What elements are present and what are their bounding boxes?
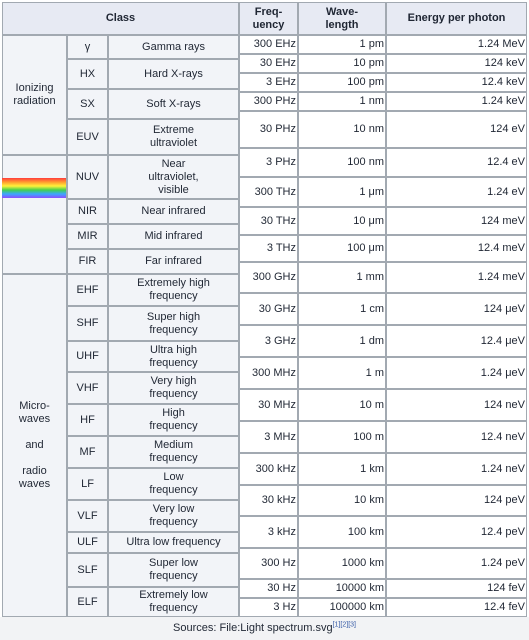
wavelength-value: 100 μm (347, 242, 384, 254)
energy-value: 12.4 μeV (480, 334, 525, 347)
class-name: Ultra high frequency (149, 343, 198, 369)
frequency-value: 30 PHz (259, 123, 296, 135)
class-name: Super high frequency (146, 310, 201, 336)
class-abbr: VHF (76, 381, 99, 394)
class-abbr: NIR (78, 205, 97, 217)
class-abbr: NUV (75, 170, 100, 183)
frequency-value: 3 THz (266, 242, 296, 254)
energy-value: 124 peV (484, 494, 525, 506)
energy-value: 1.24 μeV (480, 366, 525, 379)
wavelength-value: 1 km (360, 462, 384, 475)
class-abbr: UHF (76, 350, 99, 362)
group-cell (2, 155, 67, 274)
sources-file-link[interactable]: File:Light spectrum.svg (219, 622, 333, 634)
frequency-value: 3 kHz (267, 525, 296, 538)
class-name: Low frequency (149, 471, 198, 496)
class-name: Near infrared (141, 205, 206, 217)
class-name: Super low frequency (149, 557, 198, 582)
class-name: Very high frequency (149, 375, 198, 400)
header-class: Class (105, 12, 136, 24)
class-name: Far infrared (145, 255, 202, 267)
energy-value: 1.24 peV (480, 557, 525, 569)
frequency-value: 3 Hz (273, 601, 296, 613)
group-label: Ionizing radiation (13, 82, 56, 107)
energy-value: 124 eV (490, 123, 525, 135)
wavelength-value: 1 μm (359, 185, 384, 198)
energy-value: 1.24 MeV (477, 38, 525, 50)
class-abbr: ELF (77, 595, 98, 608)
wavelength-value: 100000 km (329, 601, 384, 613)
energy-value: 12.4 neV (480, 430, 525, 443)
energy-value: 124 keV (484, 57, 525, 69)
class-name: Soft X-rays (146, 97, 201, 110)
energy-value: 124 meV (480, 214, 525, 227)
class-abbr: EHF (76, 283, 99, 296)
visible-spectrum-swatch (2, 178, 66, 198)
class-abbr: SLF (77, 563, 98, 576)
energy-value: 12.4 meV (477, 242, 525, 254)
frequency-value: 300 GHz (252, 271, 296, 283)
energy-value: 1.24 neV (480, 462, 525, 475)
energy-value: 1.24 eV (487, 185, 525, 198)
frequency-value: 30 kHz (261, 494, 296, 506)
frequency-value: 30 GHz (258, 302, 296, 315)
wavelength-value: 100 pm (347, 76, 384, 88)
class-abbr: MIR (77, 230, 98, 242)
frequency-value: 300 PHz (253, 95, 296, 107)
class-name: High frequency (149, 407, 198, 432)
header-wavelength: Wave- length (325, 5, 359, 31)
frequency-value: 30 THz (260, 214, 296, 227)
wavelength-value: 10000 km (335, 582, 384, 594)
wavelength-value: 10 km (354, 494, 384, 506)
wavelength-value: 1 pm (359, 38, 384, 50)
frequency-value: 300 EHz (253, 38, 296, 50)
energy-value: 124 feV (487, 582, 525, 594)
class-name: Extremely low frequency (139, 589, 208, 614)
class-abbr: SHF (76, 317, 99, 329)
header-frequency: Freq- uency (252, 5, 285, 31)
sources-line (0, 617, 529, 640)
wavelength-value: 1 dm (359, 334, 384, 347)
energy-value: 1.24 keV (481, 95, 525, 107)
frequency-value: 3 EHz (266, 76, 296, 88)
energy-value: 12.4 feV (484, 601, 525, 613)
class-name: Extreme ultraviolet (149, 124, 198, 149)
energy-value: 12.4 keV (481, 76, 525, 88)
energy-value: 1.24 meV (477, 271, 525, 283)
sources-label: Sources: (173, 622, 220, 634)
wavelength-value: 100 km (347, 525, 384, 538)
wavelength-value: 10 pm (353, 57, 384, 69)
energy-value: 124 neV (484, 398, 525, 411)
energy-value: 124 μeV (483, 302, 525, 315)
wavelength-value: 1 cm (360, 302, 384, 315)
class-abbr: HX (79, 67, 96, 80)
reference-link-1[interactable]: [1] (332, 621, 341, 629)
frequency-value: 300 MHz (251, 366, 296, 379)
class-name: Ultra low frequency (126, 536, 221, 548)
class-name: Gamma rays (142, 40, 205, 53)
frequency-value: 300 Hz (261, 557, 296, 569)
header-energy: Energy per photon (407, 12, 506, 24)
frequency-value: 30 MHz (258, 398, 296, 411)
class-name: Hard X-rays (144, 67, 203, 80)
class-abbr: VLF (77, 509, 98, 522)
wavelength-value: 1 mm (356, 271, 384, 283)
wavelength-value: 10 nm (353, 123, 384, 135)
class-name: Medium frequency (149, 439, 198, 464)
frequency-value: 3 MHz (264, 430, 296, 443)
wavelength-value: 1000 km (341, 557, 384, 569)
wavelength-value: 10 μm (353, 214, 384, 227)
class-name: Very low frequency (149, 503, 198, 528)
frequency-value: 300 kHz (255, 462, 296, 475)
reference-link-2[interactable]: [2] (340, 621, 349, 629)
frequency-value: 3 PHz (266, 156, 296, 168)
frequency-value: 300 THz (254, 185, 296, 198)
frequency-value: 30 EHz (259, 57, 296, 69)
wavelength-value: 1 m (365, 366, 384, 379)
frequency-value: 30 Hz (267, 582, 296, 594)
wavelength-value: 1 nm (359, 95, 384, 107)
class-name: Near ultraviolet, visible (148, 157, 199, 196)
class-abbr: LF (81, 477, 94, 490)
reference-link-3[interactable]: [3] (348, 621, 356, 629)
class-abbr: EUV (76, 130, 99, 143)
class-abbr: MF (79, 445, 96, 458)
class-abbr: HF (80, 413, 95, 426)
wavelength-value: 10 m (359, 398, 384, 411)
class-abbr: SX (80, 97, 95, 110)
wavelength-value: 100 nm (347, 156, 384, 168)
class-abbr: γ (84, 40, 91, 53)
class-abbr: ULF (77, 536, 98, 548)
energy-value: 12.4 peV (480, 525, 525, 538)
wavelength-value: 100 m (353, 430, 384, 443)
class-abbr: FIR (78, 255, 97, 267)
class-name: Extremely high frequency (137, 277, 210, 302)
group-label: Micro- waves and radio waves (18, 400, 51, 490)
class-name: Mid infrared (144, 230, 203, 242)
frequency-value: 3 GHz (264, 334, 296, 347)
energy-value: 12.4 eV (487, 156, 525, 168)
